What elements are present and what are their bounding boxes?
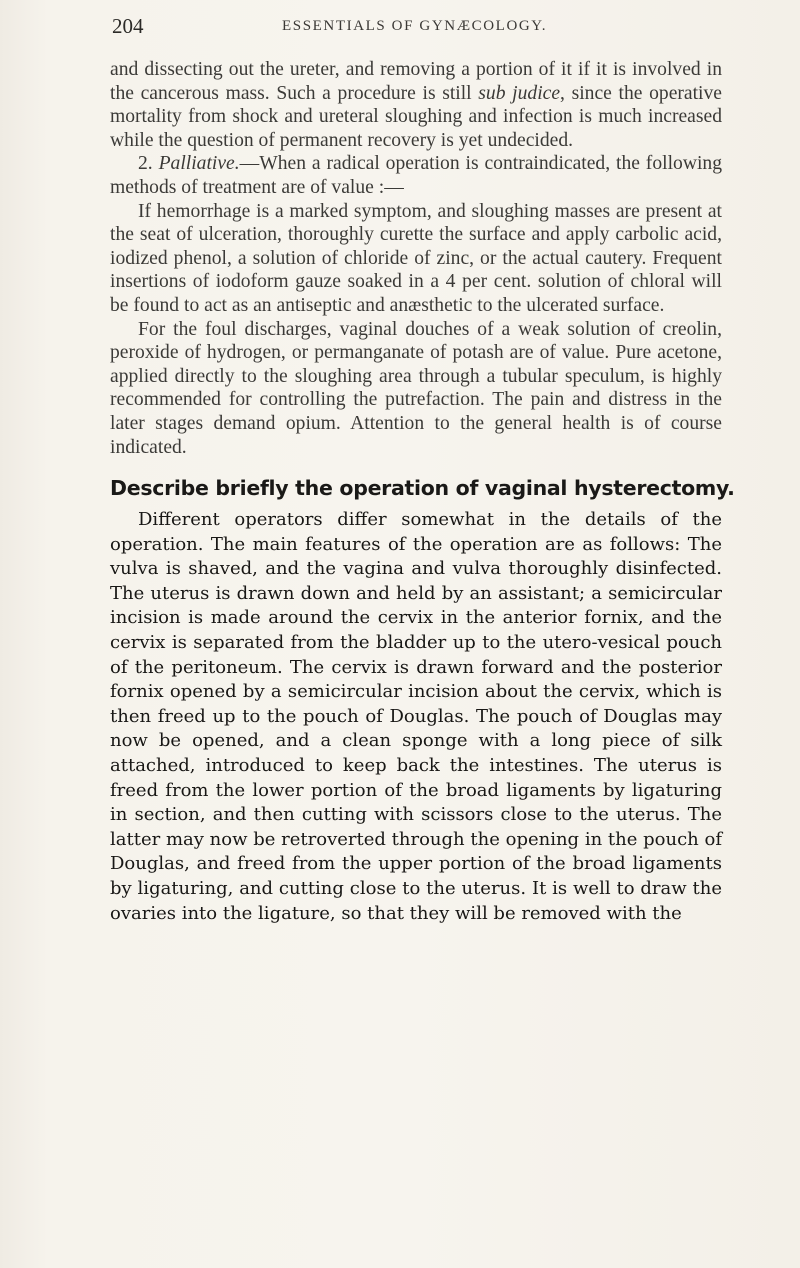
paragraph-palliative [110, 152, 722, 199]
paragraph-discharges: For the foul discharges, vaginal douches of a weak solution of creolin, peroxide of hydrogen, or permanganate of potash are of value. Pure acetone, applied directly to the sloughing area through a tubular speculum, is highly recommended for controlling the putrefaction. The pain and distress in the later stages demand opium. Attention to the general health is of course indicated. [110, 318, 722, 458]
paragraph-answer: Different operators differ somewhat in the details of the operation. The main features of the operation are as follows: The vulva is shaved, and the vagina and vulva thoroughly disinfected. The uterus is drawn down and held by an assistant; a semicircular incision is made around the cervix in the anterior fornix, and the cervix is separated from the bladder up to the utero-vesical pouch of the peritoneum. The cervix is drawn forward and the posterior fornix opened by a semicircular incision about the cervix, which is then freed up to the pouch of Douglas. The pouch of Douglas may now be opened, and a clean sponge with a long piece of silk attached, introduced to keep back the intestines. The uterus is freed from the lower portion of the broad ligaments by ligaturing in section, and then cutting with scissors close to the uterus. The latter may now be retroverted through the opening in the pouch of Douglas, and freed from the upper portion of the broad ligaments by ligaturing, and cutting close to the uterus. It is well to draw the ovaries into the ligature, so that they will be removed with the [110, 509, 722, 924]
italic-term: Palliative. [158, 153, 240, 175]
list-number: 2. [138, 153, 159, 175]
answer-block [110, 508, 722, 926]
italic-term: sub judice [478, 82, 561, 104]
paragraph-hemorrhage: If hemorrhage is a marked symptom, and sloughing masses are present at the seat of ulceration, thoroughly curette the surface and apply carbolic acid, iodized phenol, a solution of chloride of zinc, or the actual cautery. Frequent insertions of iodoform gauze soaked in a 4 per cent. solution of chloral will be found to act as an antiseptic and anæsthetic to the ulcerated surface. [110, 200, 722, 316]
page-body [110, 58, 735, 926]
paragraph-ureter-dissection [110, 58, 722, 152]
page-header [112, 14, 732, 40]
page-number: 204 [112, 14, 144, 38]
text-segment: —When a radical operation is contraindicated, the following methods of treatment are of value :— [110, 153, 723, 198]
text-segment: and dissecting out the ureter, and removing a portion of it if it is involved in the cancerous mass. Such a procedure is still [110, 59, 722, 104]
question-heading: Describe briefly the operation of vaginal hysterectomy. [110, 476, 735, 501]
running-head: ESSENTIALS OF GYNÆCOLOGY. [282, 18, 548, 34]
text-segment: , since the operative mortality from shock and ureteral sloughing and infection is much increased while the question of permanent recovery is yet undecided. [110, 82, 722, 151]
